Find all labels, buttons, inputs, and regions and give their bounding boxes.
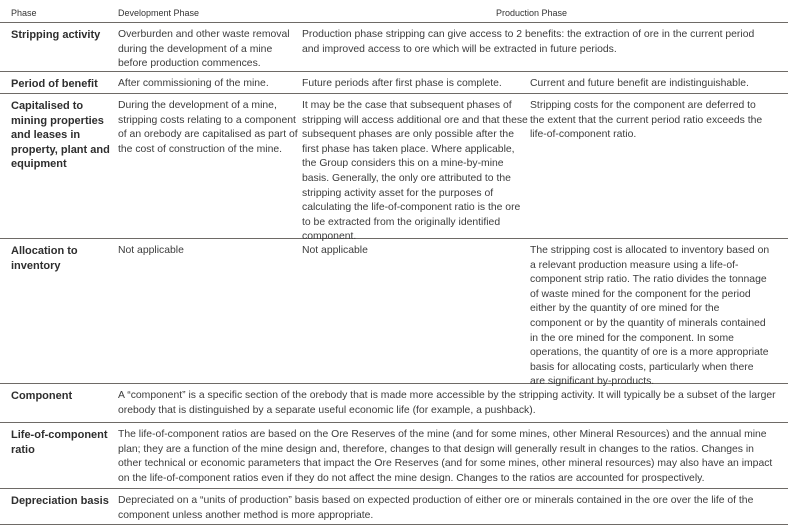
depreciation-text: Depreciated on a “units of production” basis based on expected production of either ore or minerals contained in the ore over the life of the component unless another method is more appropriate. [118, 495, 754, 521]
production-cell-a: Not applicable [302, 245, 368, 256]
header-phase: Phase [11, 8, 37, 18]
development-cell: Overburden and other waste removal during the development of a mine before production commences. [118, 29, 290, 70]
production-cell-a: It may be the case that subsequent phases of stripping will access additional ore and that these subsequent phases are only possible after the first phase has taken place. Where applicable, the Group considers this on a mine-by-mine basis. Generally, the only ore attributed to the stripping activity asset for the purposes of calculating the life-of-component ratio is the ore to be extracted from the originally identified component. [302, 100, 528, 243]
table-row-life-of-component-ratio [0, 423, 788, 489]
life-ratio-text: The life-of-component ratios are based on the Ore Reserves of the mine (and for some mines, other Mineral Resources) and the annual mine plan; they are a function of the mine design and, therefore, changes to that design will generally result in changes to the ratios. Changes in other technical or economic parameters that impact the Ore Reserves (and for some mines, other mineral resources) may also have an impact on the life-of-component ratios even if they do not affect the mine design. Changes to the ratios are accounted for prospectively. [118, 429, 773, 484]
row-label: Period of benefit [11, 78, 98, 90]
table-row-capitalised [0, 94, 788, 243]
row-label: Component [11, 390, 73, 402]
row-label: Stripping activity [11, 29, 101, 41]
table-row-stripping-activity [0, 23, 788, 72]
development-cell: During the development of a mine, stripping costs relating to a component of an orebody are capitalised as part of the cost of construction of the mine. [118, 100, 298, 155]
header-development-phase: Development Phase [118, 8, 200, 18]
table-header [0, 0, 788, 23]
development-cell: After commissioning of the mine. [118, 78, 269, 89]
row-label: Capitalised to mining properties and leases in property, plant and equipment [11, 100, 110, 171]
table-row-component [0, 384, 788, 423]
production-cell-b: Stripping costs for the component are deferred to the extent that the current period ratio exceeds the life-of-component ratio. [530, 100, 763, 141]
production-cell-b: Current and future benefit are indistinguishable. [530, 78, 749, 89]
row-label: Depreciation basis [11, 495, 109, 507]
header-production-phase: Production Phase [496, 8, 568, 18]
production-cell-b: The stripping cost is allocated to inventory based on a relevant production measure using a life-of-component strip ratio. The ratio divides the tonnage of waste mined for the component for the period either by the quantity of ore mined for the component or by the quantity of minerals contained in the ore mined for the component. In some operations, the quantity of ore is a more appropriate basis for allocating costs, particularly when there are significant by-products. [530, 245, 770, 388]
table-row-allocation-to-inventory [0, 239, 788, 388]
row-label: Allocation to inventory [11, 245, 78, 272]
development-cell: Not applicable [118, 245, 184, 256]
row-label: Life-of-component ratio [11, 429, 108, 456]
production-cell: Production phase stripping can give access to 2 benefits: the extraction of ore in the current period and improved access to ore which will be extracted in future periods. [302, 29, 755, 55]
table-row-period-of-benefit [0, 72, 788, 94]
production-cell-a: Future periods after first phase is complete. [302, 78, 502, 89]
component-text: A “component” is a specific section of the orebody that is made more accessible by the stripping activity. It will typically be a subset of the larger orebody that is distinguished by a separate useful economic life (for example, a pushback). [118, 390, 776, 416]
